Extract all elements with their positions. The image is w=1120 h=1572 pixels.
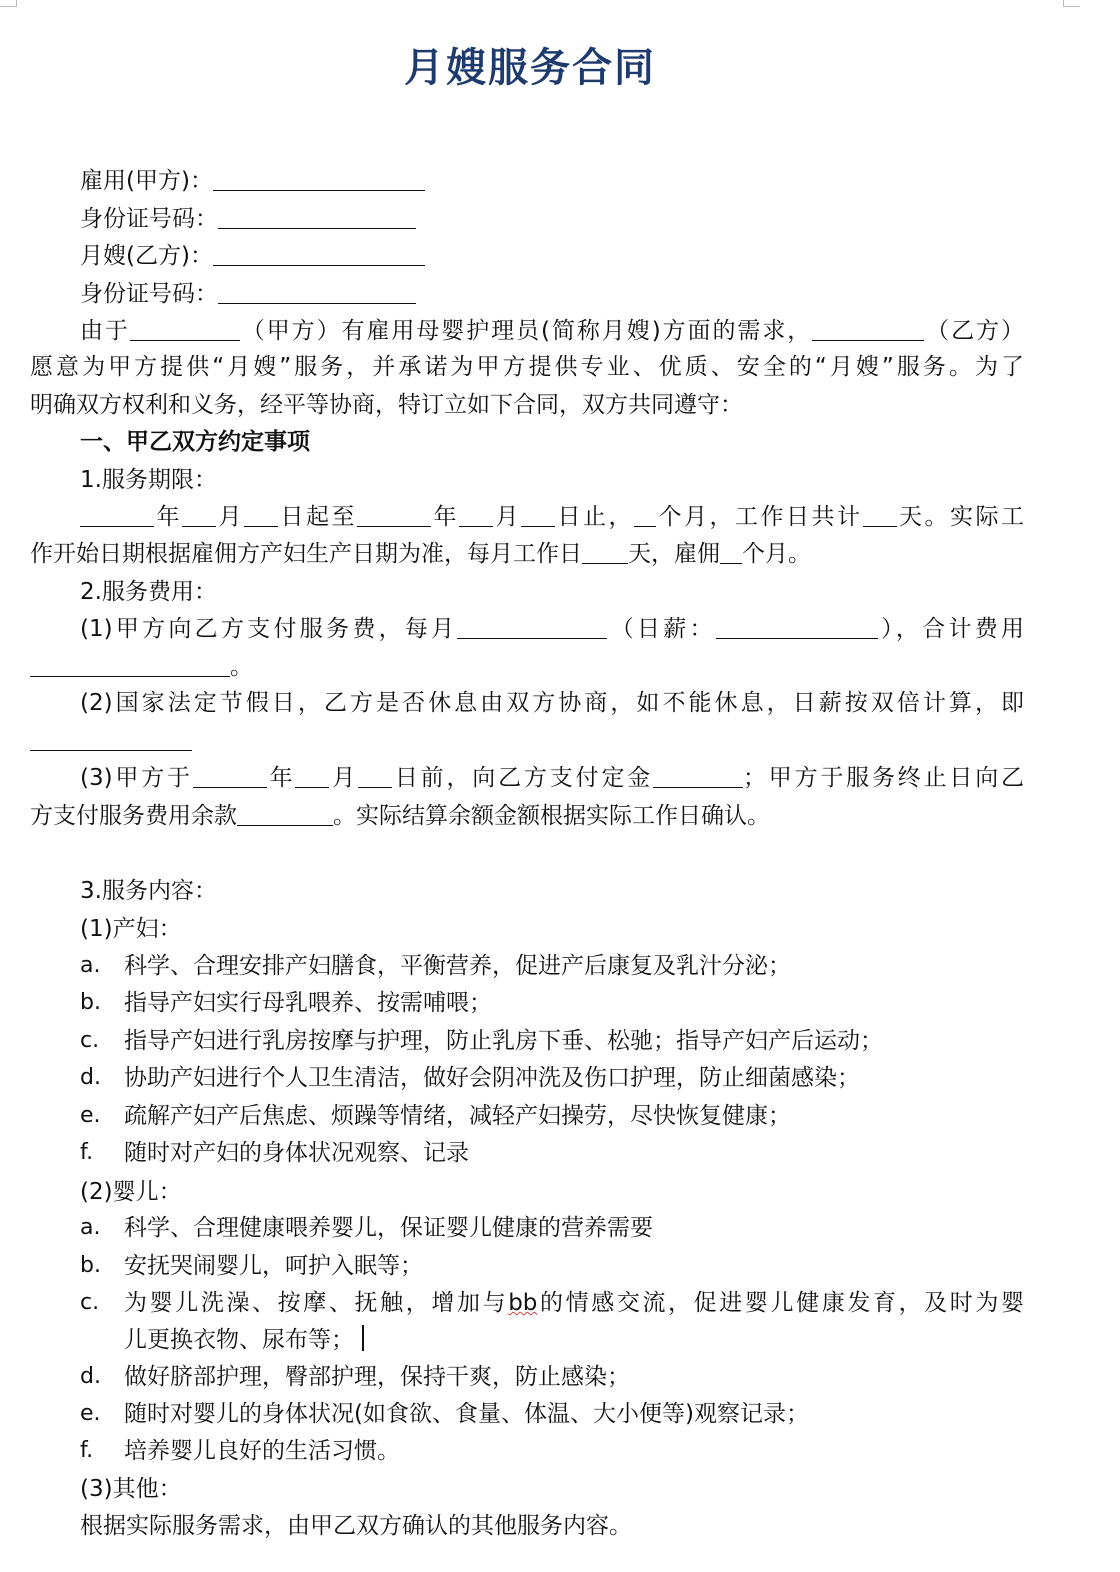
start-month-blank[interactable] xyxy=(182,502,216,527)
monthly-workdays-blank[interactable] xyxy=(582,539,628,564)
fee-text: （日薪： xyxy=(607,616,716,642)
baby-item-f: 培养婴儿良好的生活习惯。 xyxy=(124,1438,400,1464)
baby-item-a: 科学、合理健康喂养婴儿，保证婴儿健康的营养需要 xyxy=(124,1215,653,1241)
intro-line-2: 愿意为甲方提供“月嫂”服务，并承诺为甲方提供专业、优质、安全的“月嫂”服务。为了 xyxy=(30,354,1024,380)
intro-line-3: 明确双方权利和义务，经平等协商，特订立如下合同，双方共同遵守： xyxy=(30,392,743,418)
nanny-line xyxy=(80,241,425,271)
baby-item-e: 随时对婴儿的身体状况(如食欲、食量、体温、大小便等)观察记录； xyxy=(124,1401,809,1427)
mother-item-a: 科学、合理安排产妇膳食，平衡营养，促进产后康复及乳汁分泌； xyxy=(124,953,791,979)
period-text: 个月。 xyxy=(742,541,811,567)
period-line-2 xyxy=(30,539,1024,569)
list-marker: d. xyxy=(80,1364,101,1389)
spellcheck-word-bb: bb xyxy=(508,1290,538,1316)
baby-item-c xyxy=(124,1288,1024,1318)
fee-line-4 xyxy=(30,726,1024,756)
period-text: 年 xyxy=(431,504,459,530)
fee-text: 。实际结算余额金额根据实际工作日确认。 xyxy=(333,803,770,829)
list-marker: b. xyxy=(80,1253,101,1278)
mother-item-d: 协助产妇进行个人卫生清洁，做好会阴冲洗及伤口护理，防止细菌感染； xyxy=(124,1065,860,1091)
period-text: 作开始日期根据雇佣方产妇生产日期为准，每月工作日 xyxy=(30,541,582,567)
baby-item-text: 儿更换衣物、尿布等； xyxy=(124,1327,354,1353)
fee-text: 年 xyxy=(266,765,296,791)
balance-amount-blank[interactable] xyxy=(237,801,333,826)
list-marker: e. xyxy=(80,1401,101,1426)
deposit-day-blank[interactable] xyxy=(358,763,392,788)
baby-item-d: 做好脐部护理，臀部护理，保持干爽，防止感染； xyxy=(124,1364,630,1390)
period-text: 月 xyxy=(493,504,521,530)
end-month-blank[interactable] xyxy=(459,502,493,527)
party-a-name-blank[interactable] xyxy=(130,316,240,341)
nanny-id-line xyxy=(80,279,416,309)
baby-item-text: 的情感交流，促进婴儿健康发育，及时为婴 xyxy=(537,1290,1025,1316)
fee-line-2 xyxy=(30,652,1024,682)
nanny-name-blank[interactable] xyxy=(213,241,425,266)
fee-text: 日前，向乙方支付定金 xyxy=(392,765,653,791)
other-text: 根据实际服务需求，由甲乙双方确认的其他服务内容。 xyxy=(80,1513,632,1539)
fee-line-5 xyxy=(80,763,1024,793)
start-year-blank[interactable] xyxy=(80,502,154,527)
fee-line-1 xyxy=(80,614,1024,644)
months-count-blank[interactable] xyxy=(634,502,656,527)
list-marker: d. xyxy=(80,1065,101,1090)
fee-heading: 2.服务费用： xyxy=(80,579,217,605)
fee-text: 方支付服务费用余款 xyxy=(30,803,237,829)
intro-line-1 xyxy=(80,316,1024,346)
list-marker: f. xyxy=(80,1140,94,1165)
fee-line-3: (2)国家法定节假日，乙方是否休息由双方协商，如不能休息，日薪按双倍计算，即 xyxy=(80,690,1024,716)
nanny-id-label: 身份证号码： xyxy=(80,281,218,307)
nanny-id-blank[interactable] xyxy=(218,279,416,304)
employer-id-line xyxy=(80,204,416,234)
monthly-fee-blank[interactable] xyxy=(457,614,607,639)
other-heading: (3)其他： xyxy=(80,1476,182,1502)
fee-line-6 xyxy=(30,801,1024,831)
list-marker: c. xyxy=(80,1290,100,1315)
baby-item-c-line-2 xyxy=(124,1325,364,1355)
employer-name-blank[interactable] xyxy=(213,166,425,191)
nanny-label: 月嫂(乙方)： xyxy=(80,243,213,269)
baby-item-text: 为婴儿洗澡、按摩、抚触，增加与 xyxy=(124,1290,509,1316)
mother-heading: (1)产妇： xyxy=(80,916,182,942)
fee-text: (3)甲方于 xyxy=(80,765,193,791)
period-text: 年 xyxy=(154,504,182,530)
baby-item-b: 安抚哭闹婴儿，呵护入眠等； xyxy=(124,1253,423,1279)
employer-id-blank[interactable] xyxy=(218,204,416,229)
mother-item-c: 指导产妇进行乳房按摩与护理，防止乳房下垂、松驰；指导产妇产后运动； xyxy=(124,1028,883,1054)
document-title: 月嫂服务合同 xyxy=(404,45,656,91)
content-heading: 3.服务内容： xyxy=(80,878,217,904)
text-cursor xyxy=(362,1325,364,1351)
period-heading: 1.服务期限： xyxy=(80,467,217,493)
intro-text: （乙方） xyxy=(924,318,1024,344)
fee-text: ），合计费用 xyxy=(877,616,1025,642)
party-b-name-blank[interactable] xyxy=(812,316,924,341)
daily-wage-blank[interactable] xyxy=(716,614,878,639)
period-text: 月 xyxy=(216,504,244,530)
period-text: 日止， xyxy=(555,504,634,530)
section-heading: 一、甲乙双方约定事项 xyxy=(80,429,310,455)
deposit-amount-blank[interactable] xyxy=(653,763,743,788)
intro-text: （甲方）有雇用母婴护理员(简称月嫂)方面的需求， xyxy=(239,318,813,344)
deposit-year-blank[interactable] xyxy=(193,763,267,788)
holiday-wage-blank[interactable] xyxy=(30,726,192,751)
period-text: 天。实际工 xyxy=(896,504,1024,530)
hire-months-blank[interactable] xyxy=(720,539,742,564)
fee-text: (1)甲方向乙方支付服务费，每月 xyxy=(80,616,458,642)
employer-id-label: 身份证号码： xyxy=(80,206,218,232)
mother-item-f: 随时对产妇的身体状况观察、记录 xyxy=(124,1140,469,1166)
period-text: 日起至 xyxy=(278,504,357,530)
end-day-blank[interactable] xyxy=(521,502,555,527)
end-year-blank[interactable] xyxy=(357,502,431,527)
fee-text: ；甲方于服务终止日向乙 xyxy=(742,765,1025,791)
employer-label: 雇用(甲方)： xyxy=(80,168,213,194)
list-marker: c. xyxy=(80,1028,100,1053)
period-text: 个月，工作日共计 xyxy=(656,504,863,530)
fee-text: 月 xyxy=(329,765,359,791)
list-marker: e. xyxy=(80,1103,101,1128)
employer-line xyxy=(80,166,425,196)
list-marker: b. xyxy=(80,990,101,1015)
fee-text: 。 xyxy=(230,654,253,680)
period-text: 天，雇佣 xyxy=(628,541,720,567)
workdays-total-blank[interactable] xyxy=(863,502,897,527)
mother-item-b: 指导产妇实行母乳喂养、按需哺喂； xyxy=(124,990,492,1016)
baby-heading: (2)婴儿： xyxy=(80,1179,182,1205)
period-line-1 xyxy=(80,502,1024,532)
list-marker: a. xyxy=(80,1215,101,1240)
list-marker: f. xyxy=(80,1438,94,1463)
total-fee-blank[interactable] xyxy=(30,652,230,677)
intro-text: 由于 xyxy=(80,318,130,344)
mother-item-e: 疏解产妇产后焦虑、烦躁等情绪，减轻产妇操劳，尽快恢复健康； xyxy=(124,1103,791,1129)
deposit-month-blank[interactable] xyxy=(295,763,329,788)
start-day-blank[interactable] xyxy=(244,502,278,527)
list-marker: a. xyxy=(80,953,101,978)
